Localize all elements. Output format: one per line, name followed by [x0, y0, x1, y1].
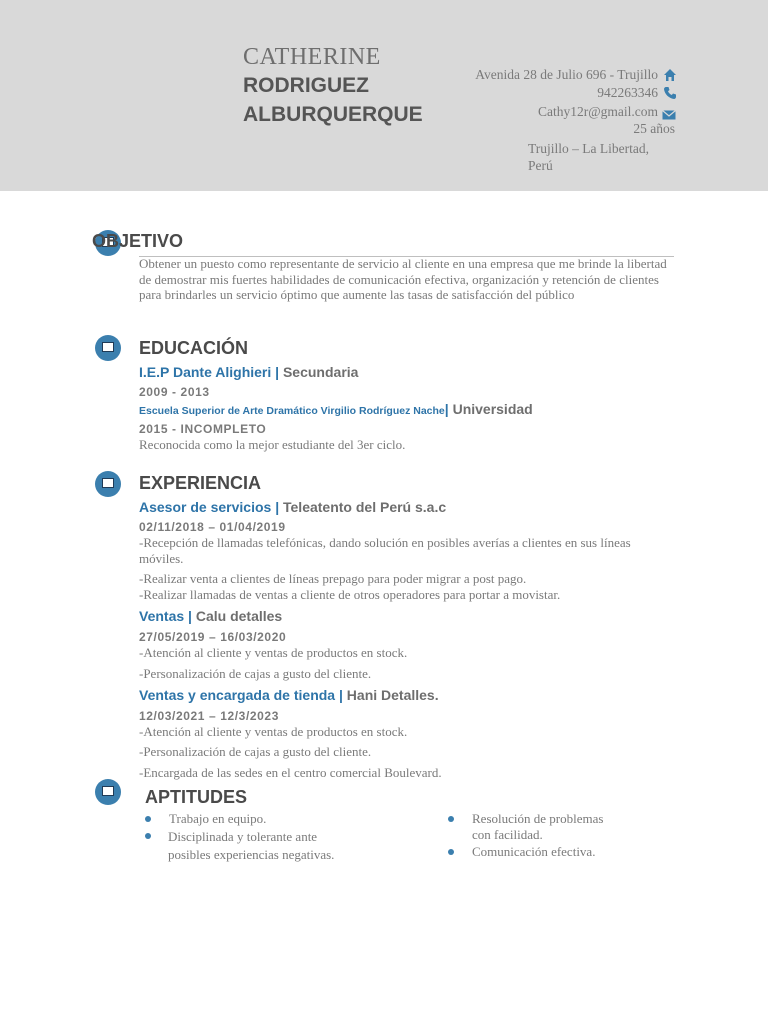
- education-level: Universidad: [452, 401, 533, 417]
- skill-item: Resolución de problemas: [472, 811, 604, 826]
- skills-title: APTITUDES: [145, 787, 248, 807]
- job-company: Calu detalles: [195, 608, 283, 624]
- bullet-icon: [145, 816, 151, 822]
- skill-item: Comunicación efectiva.: [472, 844, 596, 859]
- job-company: Hani Detalles.: [346, 687, 439, 703]
- education-dates: 2009 - 2013: [139, 385, 210, 399]
- job-duty: -Atención al cliente y ventas de productos en stock.: [139, 645, 408, 660]
- job-company: Teleatento del Perú s.a.c: [283, 499, 447, 515]
- experience-marker-icon: [95, 471, 121, 497]
- job-duty: -Personalización de cajas a gusto del cliente.: [139, 744, 372, 759]
- job-role: Ventas: [139, 608, 185, 624]
- skills-marker-icon: [95, 779, 121, 805]
- bullet-icon: [448, 816, 454, 822]
- last-name-line-1: RODRIGUEZ: [243, 74, 369, 97]
- education-note: Reconocida como la mejor estudiante del 3er ciclo.: [139, 437, 406, 452]
- home-icon: [663, 68, 677, 82]
- contact-age: 25 años: [633, 121, 675, 136]
- contact-email[interactable]: Cathy12r@gmail.com: [537, 104, 658, 119]
- bullet-icon: [145, 833, 151, 839]
- job-role: Asesor de servicios: [139, 499, 272, 515]
- job-dates: 27/05/2019 – 16/03/2020: [139, 630, 287, 644]
- education-dates: 2015 - INCOMPLETO: [139, 422, 267, 436]
- skill-item: Trabajo en equipo.: [169, 811, 267, 826]
- education-item-2-heading: [139, 401, 533, 417]
- objective-text: Obtener un puesto como representante de servicio al cliente en una empresa que me brinde la libertad de demostrar mis fuertes habilidades de comunicación efectiva, organización y retención de clientes para brindarles un servicio óptimo que aumente las tasas de satisfacción del público: [139, 256, 667, 302]
- education-institution: Escuela Superior de Arte Dramático Virgilio Rodríguez Nache: [139, 405, 445, 417]
- mail-icon: [662, 108, 676, 122]
- last-name-line-2: ALBURQUERQUE: [243, 103, 423, 126]
- education-level: Secundaria: [282, 364, 359, 380]
- job-duty: -Realizar llamadas de ventas a cliente de otros operadores para portar a movistar.: [139, 587, 561, 602]
- contact-phone: 942263346: [597, 85, 658, 100]
- heading-separator: |: [275, 364, 280, 380]
- job-duty: -Atención al cliente y ventas de productos en stock.: [139, 724, 408, 739]
- heading-separator: |: [338, 687, 343, 703]
- education-item-1-heading: [139, 364, 358, 380]
- experience-item-1-heading: [139, 499, 446, 515]
- first-name: CATHERINE: [243, 44, 381, 70]
- contact-address: Avenida 28 de Julio 696 - Trujillo: [475, 67, 658, 82]
- contact-city-line-1: Trujillo – La Libertad,: [528, 141, 649, 156]
- skill-item-continuation: con facilidad.: [472, 827, 543, 842]
- education-title: EDUCACIÓN: [139, 338, 249, 358]
- heading-separator: |: [444, 401, 449, 417]
- heading-separator: |: [188, 608, 192, 624]
- skill-item-continuation: posibles experiencias negativas.: [168, 847, 335, 862]
- bullet-icon: [448, 849, 454, 855]
- job-dates: 02/11/2018 – 01/04/2019: [139, 520, 286, 534]
- objective-title: OBJETIVO: [92, 231, 184, 251]
- experience-item-3-heading: [139, 687, 439, 703]
- heading-separator: |: [275, 499, 280, 515]
- contact-city-line-2: Perú: [528, 158, 553, 173]
- job-duty: -Personalización de cajas a gusto del cliente.: [139, 666, 372, 681]
- job-dates: 12/03/2021 – 12/3/2023: [139, 709, 279, 723]
- experience-item-2-heading: [139, 608, 282, 624]
- job-duty: -Recepción de llamadas telefónicas, dando solución en posibles averías a clientes en sus líneas móviles.: [139, 535, 631, 566]
- job-duty: -Encargada de las sedes en el centro comercial Boulevard.: [139, 765, 442, 780]
- experience-title: EXPERIENCIA: [139, 473, 262, 493]
- education-marker-icon: [95, 335, 121, 361]
- education-institution: I.E.P Dante Alighieri: [139, 364, 272, 380]
- skill-item: Disciplinada y tolerante ante: [168, 829, 318, 844]
- phone-icon: [663, 86, 677, 100]
- job-role: Ventas y encargada de tienda: [139, 687, 336, 703]
- job-duty: -Realizar venta a clientes de líneas prepago para poder migrar a post pago.: [139, 571, 527, 586]
